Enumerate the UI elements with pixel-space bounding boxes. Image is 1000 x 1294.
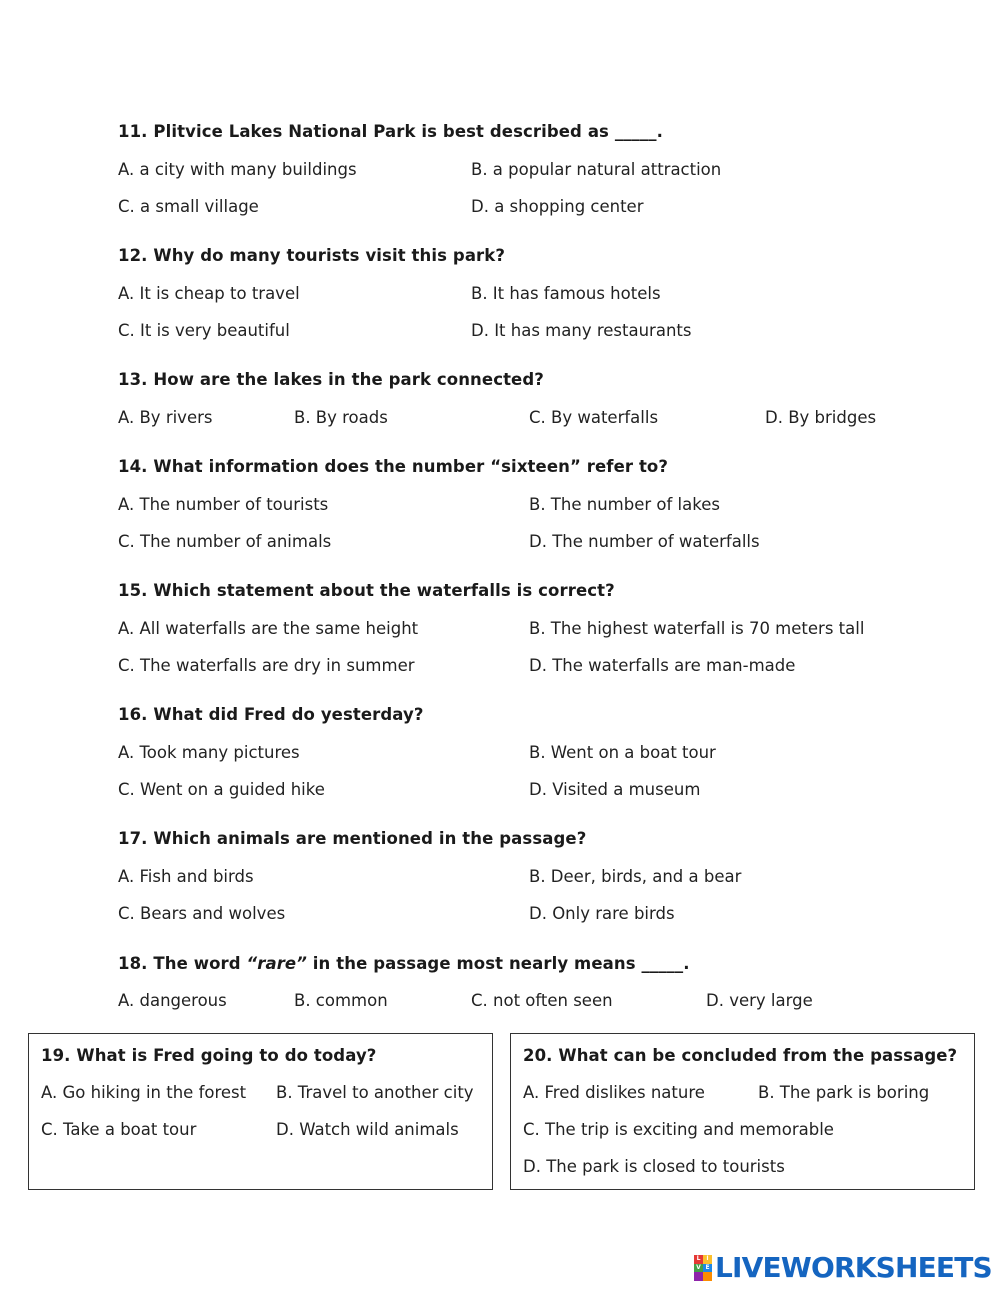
q15-option-c[interactable]: C. The waterfalls are dry in summer bbox=[118, 656, 415, 675]
question-14: 14. What information does the number “sixteen” refer to? bbox=[118, 457, 669, 476]
q15-option-b[interactable]: B. The highest waterfall is 70 meters tall bbox=[529, 619, 865, 638]
q13-option-a[interactable]: A. By rivers bbox=[118, 408, 213, 427]
logo-cell bbox=[703, 1272, 712, 1281]
question-13: 13. How are the lakes in the park connected? bbox=[118, 370, 544, 389]
q17-option-d[interactable]: D. Only rare birds bbox=[529, 904, 675, 923]
q18-option-c[interactable]: C. not often seen bbox=[471, 991, 613, 1010]
question-16: 16. What did Fred do yesterday? bbox=[118, 705, 424, 724]
q16-option-b[interactable]: B. Went on a boat tour bbox=[529, 743, 716, 762]
question-17: 17. Which animals are mentioned in the passage? bbox=[118, 829, 587, 848]
logo-cell: E bbox=[703, 1264, 712, 1273]
question-12: 12. Why do many tourists visit this park? bbox=[118, 246, 506, 265]
q20-option-b[interactable]: B. The park is boring bbox=[758, 1083, 930, 1102]
q13-option-b[interactable]: B. By roads bbox=[294, 408, 388, 427]
q11-option-d[interactable]: D. a shopping center bbox=[471, 197, 644, 216]
q19-option-c[interactable]: C. Take a boat tour bbox=[41, 1120, 197, 1139]
q14-option-d[interactable]: D. The number of waterfalls bbox=[529, 532, 760, 551]
logo-mark-icon bbox=[694, 1255, 712, 1281]
q18-option-a[interactable]: A. dangerous bbox=[118, 991, 227, 1010]
question-15: 15. Which statement about the waterfalls is correct? bbox=[118, 581, 615, 600]
q18-option-b[interactable]: B. common bbox=[294, 991, 388, 1010]
question-19: 19. What is Fred going to do today? bbox=[41, 1046, 377, 1065]
q19-option-b[interactable]: B. Travel to another city bbox=[276, 1083, 474, 1102]
question-18: 18. The word “rare” in the passage most nearly means _____. bbox=[118, 954, 690, 973]
question-20: 20. What can be concluded from the passage? bbox=[523, 1046, 958, 1065]
question-20-box bbox=[510, 1033, 975, 1190]
q15-option-d[interactable]: D. The waterfalls are man-made bbox=[529, 656, 796, 675]
q20-option-a[interactable]: A. Fred dislikes nature bbox=[523, 1083, 705, 1102]
q18-option-d[interactable]: D. very large bbox=[706, 991, 813, 1010]
q12-option-b[interactable]: B. It has famous hotels bbox=[471, 284, 661, 303]
q12-option-d[interactable]: D. It has many restaurants bbox=[471, 321, 692, 340]
logo-cell: V bbox=[694, 1264, 703, 1273]
q13-option-d[interactable]: D. By bridges bbox=[765, 408, 877, 427]
q16-option-d[interactable]: D. Visited a museum bbox=[529, 780, 701, 799]
logo-cell: L bbox=[694, 1255, 703, 1264]
question-19-box bbox=[28, 1033, 493, 1190]
q11-option-a[interactable]: A. a city with many buildings bbox=[118, 160, 357, 179]
q20-option-d[interactable]: D. The park is closed to tourists bbox=[523, 1157, 785, 1176]
q16-option-a[interactable]: A. Took many pictures bbox=[118, 743, 300, 762]
q14-option-a[interactable]: A. The number of tourists bbox=[118, 495, 329, 514]
q13-option-c[interactable]: C. By waterfalls bbox=[529, 408, 659, 427]
q19-option-d[interactable]: D. Watch wild animals bbox=[276, 1120, 459, 1139]
q15-option-a[interactable]: A. All waterfalls are the same height bbox=[118, 619, 419, 638]
q19-option-a[interactable]: A. Go hiking in the forest bbox=[41, 1083, 247, 1102]
liveworksheets-logo bbox=[694, 1252, 992, 1284]
q14-option-c[interactable]: C. The number of animals bbox=[118, 532, 332, 551]
q17-option-a[interactable]: A. Fish and birds bbox=[118, 867, 254, 886]
q12-option-a[interactable]: A. It is cheap to travel bbox=[118, 284, 300, 303]
question-11: 11. Plitvice Lakes National Park is best described as _____. bbox=[118, 122, 663, 141]
logo-text: LIVEWORKSHEETS bbox=[715, 1251, 992, 1284]
logo-cell: I bbox=[703, 1255, 712, 1264]
q17-option-c[interactable]: C. Bears and wolves bbox=[118, 904, 286, 923]
q20-option-c[interactable]: C. The trip is exciting and memorable bbox=[523, 1120, 834, 1139]
q11-option-b[interactable]: B. a popular natural attraction bbox=[471, 160, 722, 179]
q17-option-b[interactable]: B. Deer, birds, and a bear bbox=[529, 867, 742, 886]
q14-option-b[interactable]: B. The number of lakes bbox=[529, 495, 720, 514]
q16-option-c[interactable]: C. Went on a guided hike bbox=[118, 780, 325, 799]
logo-cell bbox=[694, 1272, 703, 1281]
q12-option-c[interactable]: C. It is very beautiful bbox=[118, 321, 290, 340]
q11-option-c[interactable]: C. a small village bbox=[118, 197, 259, 216]
